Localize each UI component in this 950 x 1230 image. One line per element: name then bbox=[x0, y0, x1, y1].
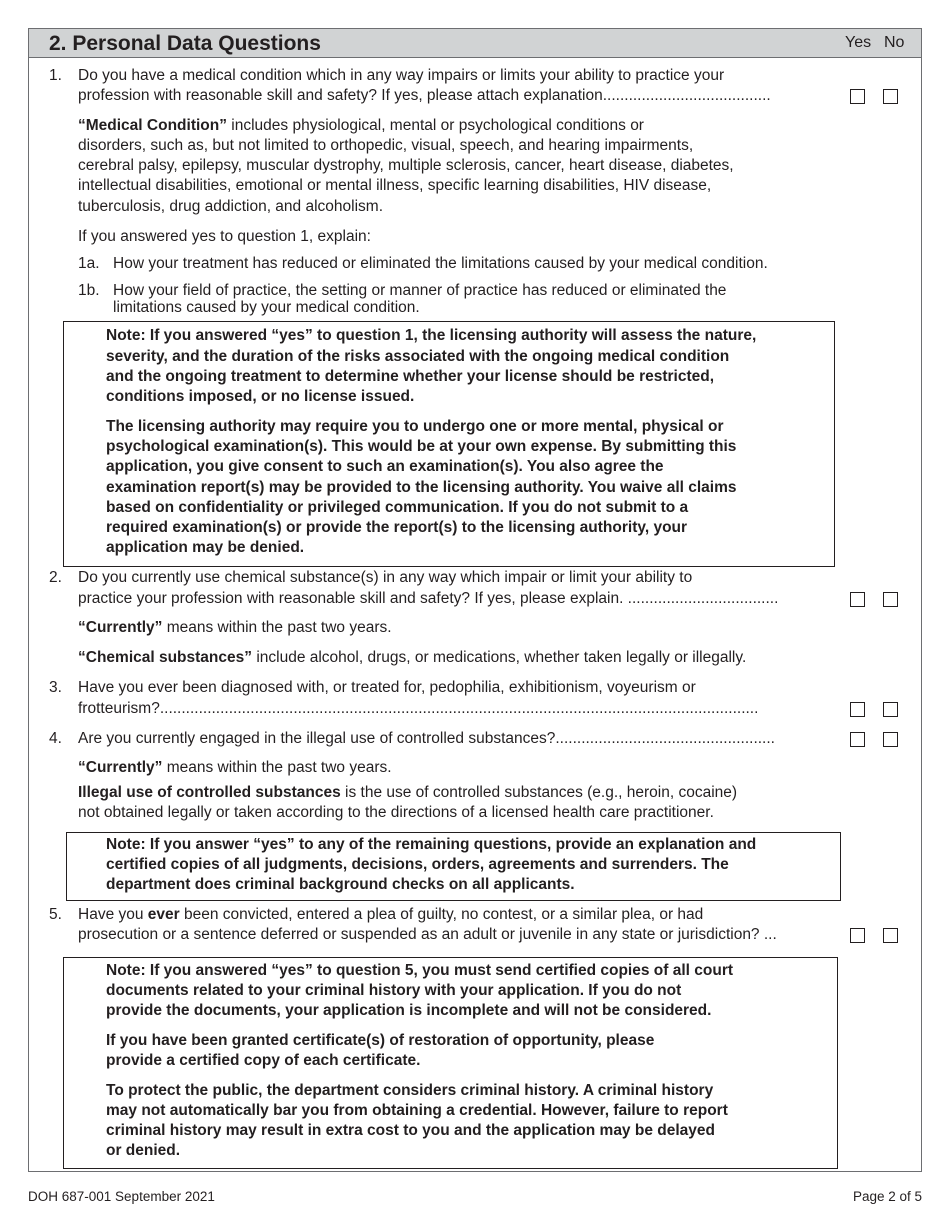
question-3-number: 3. bbox=[49, 679, 62, 696]
question-5-number: 5. bbox=[49, 906, 62, 923]
question-3-line-2: frotteurism?........................................................................................................................................... bbox=[78, 700, 759, 717]
question-5-line-2: prosecution or a sentence deferred or suspended as an adult or juvenile in any state or jurisdiction? ... bbox=[78, 926, 777, 943]
illegal-use-term: Illegal use of controlled substances bbox=[78, 784, 341, 801]
yes-column-label: Yes bbox=[845, 34, 872, 51]
q1-note-p2-line-6: required examination(s) or provide the report(s) to the licensing authority, your bbox=[106, 519, 688, 536]
question-2-yes-checkbox[interactable] bbox=[850, 592, 865, 607]
question-1b-number: 1b. bbox=[78, 282, 100, 299]
chemical-substances-term: “Chemical substances” bbox=[78, 649, 253, 666]
currently-term-2: “Currently” bbox=[78, 759, 163, 776]
remaining-note-line-1: Note: If you answer “yes” to any of the remaining questions, provide an explanation and bbox=[106, 836, 757, 853]
question-1-number: 1. bbox=[49, 67, 62, 84]
q5-note-p3-line-4: or denied. bbox=[106, 1142, 181, 1159]
q1-note-line-3: and the ongoing treatment to determine whether your license should be restricted, bbox=[106, 368, 715, 385]
currently-definition: “Currently” means within the past two years. bbox=[78, 619, 392, 636]
q5-note-line-1: Note: If you answered “yes” to question 5, you must send certified copies of all court bbox=[106, 962, 734, 979]
q1-note-p2-line-7: application may be denied. bbox=[106, 539, 305, 556]
question-1b-line-2: limitations caused by your medical condition. bbox=[113, 299, 420, 316]
question-4-number: 4. bbox=[49, 730, 62, 747]
q1-note-p2-line-1: The licensing authority may require you to undergo one or more mental, physical or bbox=[106, 418, 724, 435]
question-3-yes-checkbox[interactable] bbox=[850, 702, 865, 717]
question-2-line-2: practice your profession with reasonable skill and safety? If yes, please explain. ................................... bbox=[78, 590, 779, 607]
remaining-note-line-2: certified copies of all judgments, decisions, orders, agreements and surrenders. The bbox=[106, 856, 729, 873]
medical-condition-definition-line-3: cerebral palsy, epilepsy, muscular dystrophy, multiple sclerosis, cancer, heart disease, diabetes, bbox=[78, 157, 734, 174]
ever-emphasis: ever bbox=[147, 906, 180, 923]
currently-term: “Currently” bbox=[78, 619, 163, 636]
q1-note-p2-line-5: based on confidentiality or privileged communication. If you do not submit to a bbox=[106, 499, 689, 516]
question-1-yes-checkbox[interactable] bbox=[850, 89, 865, 104]
medical-condition-definition-line-1: “Medical Condition” includes physiological, mental or psychological conditions or bbox=[78, 117, 644, 134]
medical-condition-definition-line-2: disorders, such as, but not limited to orthopedic, visual, speech, and hearing impairments, bbox=[78, 137, 694, 154]
q1-note-p2-line-4: examination report(s) may be provided to the licensing authority. You waive all claims bbox=[106, 479, 737, 496]
question-5-yes-checkbox[interactable] bbox=[850, 928, 865, 943]
question-4-yes-checkbox[interactable] bbox=[850, 732, 865, 747]
question-4-no-checkbox[interactable] bbox=[883, 732, 898, 747]
q1-note-line-4: conditions imposed, or no license issued. bbox=[106, 388, 415, 405]
q5-note-p3-line-3: criminal history may result in extra cost to you and the application may be delayed bbox=[106, 1122, 715, 1139]
question-1-no-checkbox[interactable] bbox=[883, 89, 898, 104]
question-3-no-checkbox[interactable] bbox=[883, 702, 898, 717]
q5-note-p3-line-2: may not automatically bar you from obtaining a credential. However, failure to report bbox=[106, 1102, 728, 1119]
q5-note-p2-line-2: provide a certified copy of each certificate. bbox=[106, 1052, 421, 1069]
illegal-use-definition-line-2: not obtained legally or taken according to the directions of a licensed health care practitioner. bbox=[78, 804, 714, 821]
medical-condition-definition-line-4: intellectual disabilities, emotional or mental illness, specific learning disabilities, HIV disease, bbox=[78, 177, 712, 194]
currently-definition-2: “Currently” means within the past two years. bbox=[78, 759, 392, 776]
illegal-use-definition-line-1: Illegal use of controlled substances is the use of controlled substances (e.g., heroin, cocaine) bbox=[78, 784, 738, 801]
q5-note-p3-line-1: To protect the public, the department considers criminal history. A criminal history bbox=[106, 1082, 714, 1099]
medical-condition-definition-line-5: tuberculosis, drug addiction, and alcoholism. bbox=[78, 198, 384, 215]
question-2-number: 2. bbox=[49, 569, 62, 586]
q1-note-line-1: Note: If you answered “yes” to question 1, the licensing authority will assess the nature, bbox=[106, 327, 757, 344]
question-5-no-checkbox[interactable] bbox=[883, 928, 898, 943]
q1-note-p2-line-3: application, you give consent to such an examination(s). You also agree the bbox=[106, 458, 664, 475]
q1-note-line-2: severity, and the duration of the risks associated with the ongoing medical condition bbox=[106, 348, 730, 365]
chemical-substances-definition: “Chemical substances” include alcohol, drugs, or medications, whether taken legally or illegally. bbox=[78, 649, 747, 666]
remaining-note-line-3: department does criminal background checks on all applicants. bbox=[106, 876, 575, 893]
medical-condition-term: “Medical Condition” bbox=[78, 117, 227, 134]
q5-note-line-3: provide the documents, your application is incomplete and will not be considered. bbox=[106, 1002, 712, 1019]
q5-note-p2-line-1: If you have been granted certificate(s) of restoration of opportunity, please bbox=[106, 1032, 655, 1049]
question-1a-number: 1a. bbox=[78, 255, 100, 272]
form-id-footer: DOH 687-001 September 2021 bbox=[28, 1189, 215, 1204]
question-2-no-checkbox[interactable] bbox=[883, 592, 898, 607]
question-1-line-2: profession with reasonable skill and safety? If yes, please attach explanation....................................... bbox=[78, 87, 771, 104]
question-1a-text: How your treatment has reduced or eliminated the limitations caused by your medical condition. bbox=[113, 255, 768, 272]
q5-note-line-2: documents related to your criminal history with your application. If you do not bbox=[106, 982, 682, 999]
q1-note-p2-line-2: psychological examination(s). This would be at your own expense. By submitting this bbox=[106, 438, 737, 455]
question-1-line-1: Do you have a medical condition which in any way impairs or limits your ability to practice your bbox=[78, 67, 725, 84]
section-title: 2. Personal Data Questions bbox=[49, 32, 321, 55]
question-1b-line-1: How your field of practice, the setting or manner of practice has reduced or eliminated the bbox=[113, 282, 727, 299]
question-5-line-1: Have you ever been convicted, entered a plea of guilty, no contest, or a similar plea, or had bbox=[78, 906, 704, 923]
question-4-line-1: Are you currently engaged in the illegal use of controlled substances?................................................... bbox=[78, 730, 775, 747]
question-2-line-1: Do you currently use chemical substance(s) in any way which impair or limit your ability to bbox=[78, 569, 693, 586]
no-column-label: No bbox=[884, 34, 905, 51]
section-header bbox=[28, 28, 922, 58]
question-3-line-1: Have you ever been diagnosed with, or treated for, pedophilia, exhibitionism, voyeurism or bbox=[78, 679, 696, 696]
page-number-footer: Page 2 of 5 bbox=[852, 1189, 922, 1204]
explain-intro: If you answered yes to question 1, explain: bbox=[78, 228, 371, 245]
